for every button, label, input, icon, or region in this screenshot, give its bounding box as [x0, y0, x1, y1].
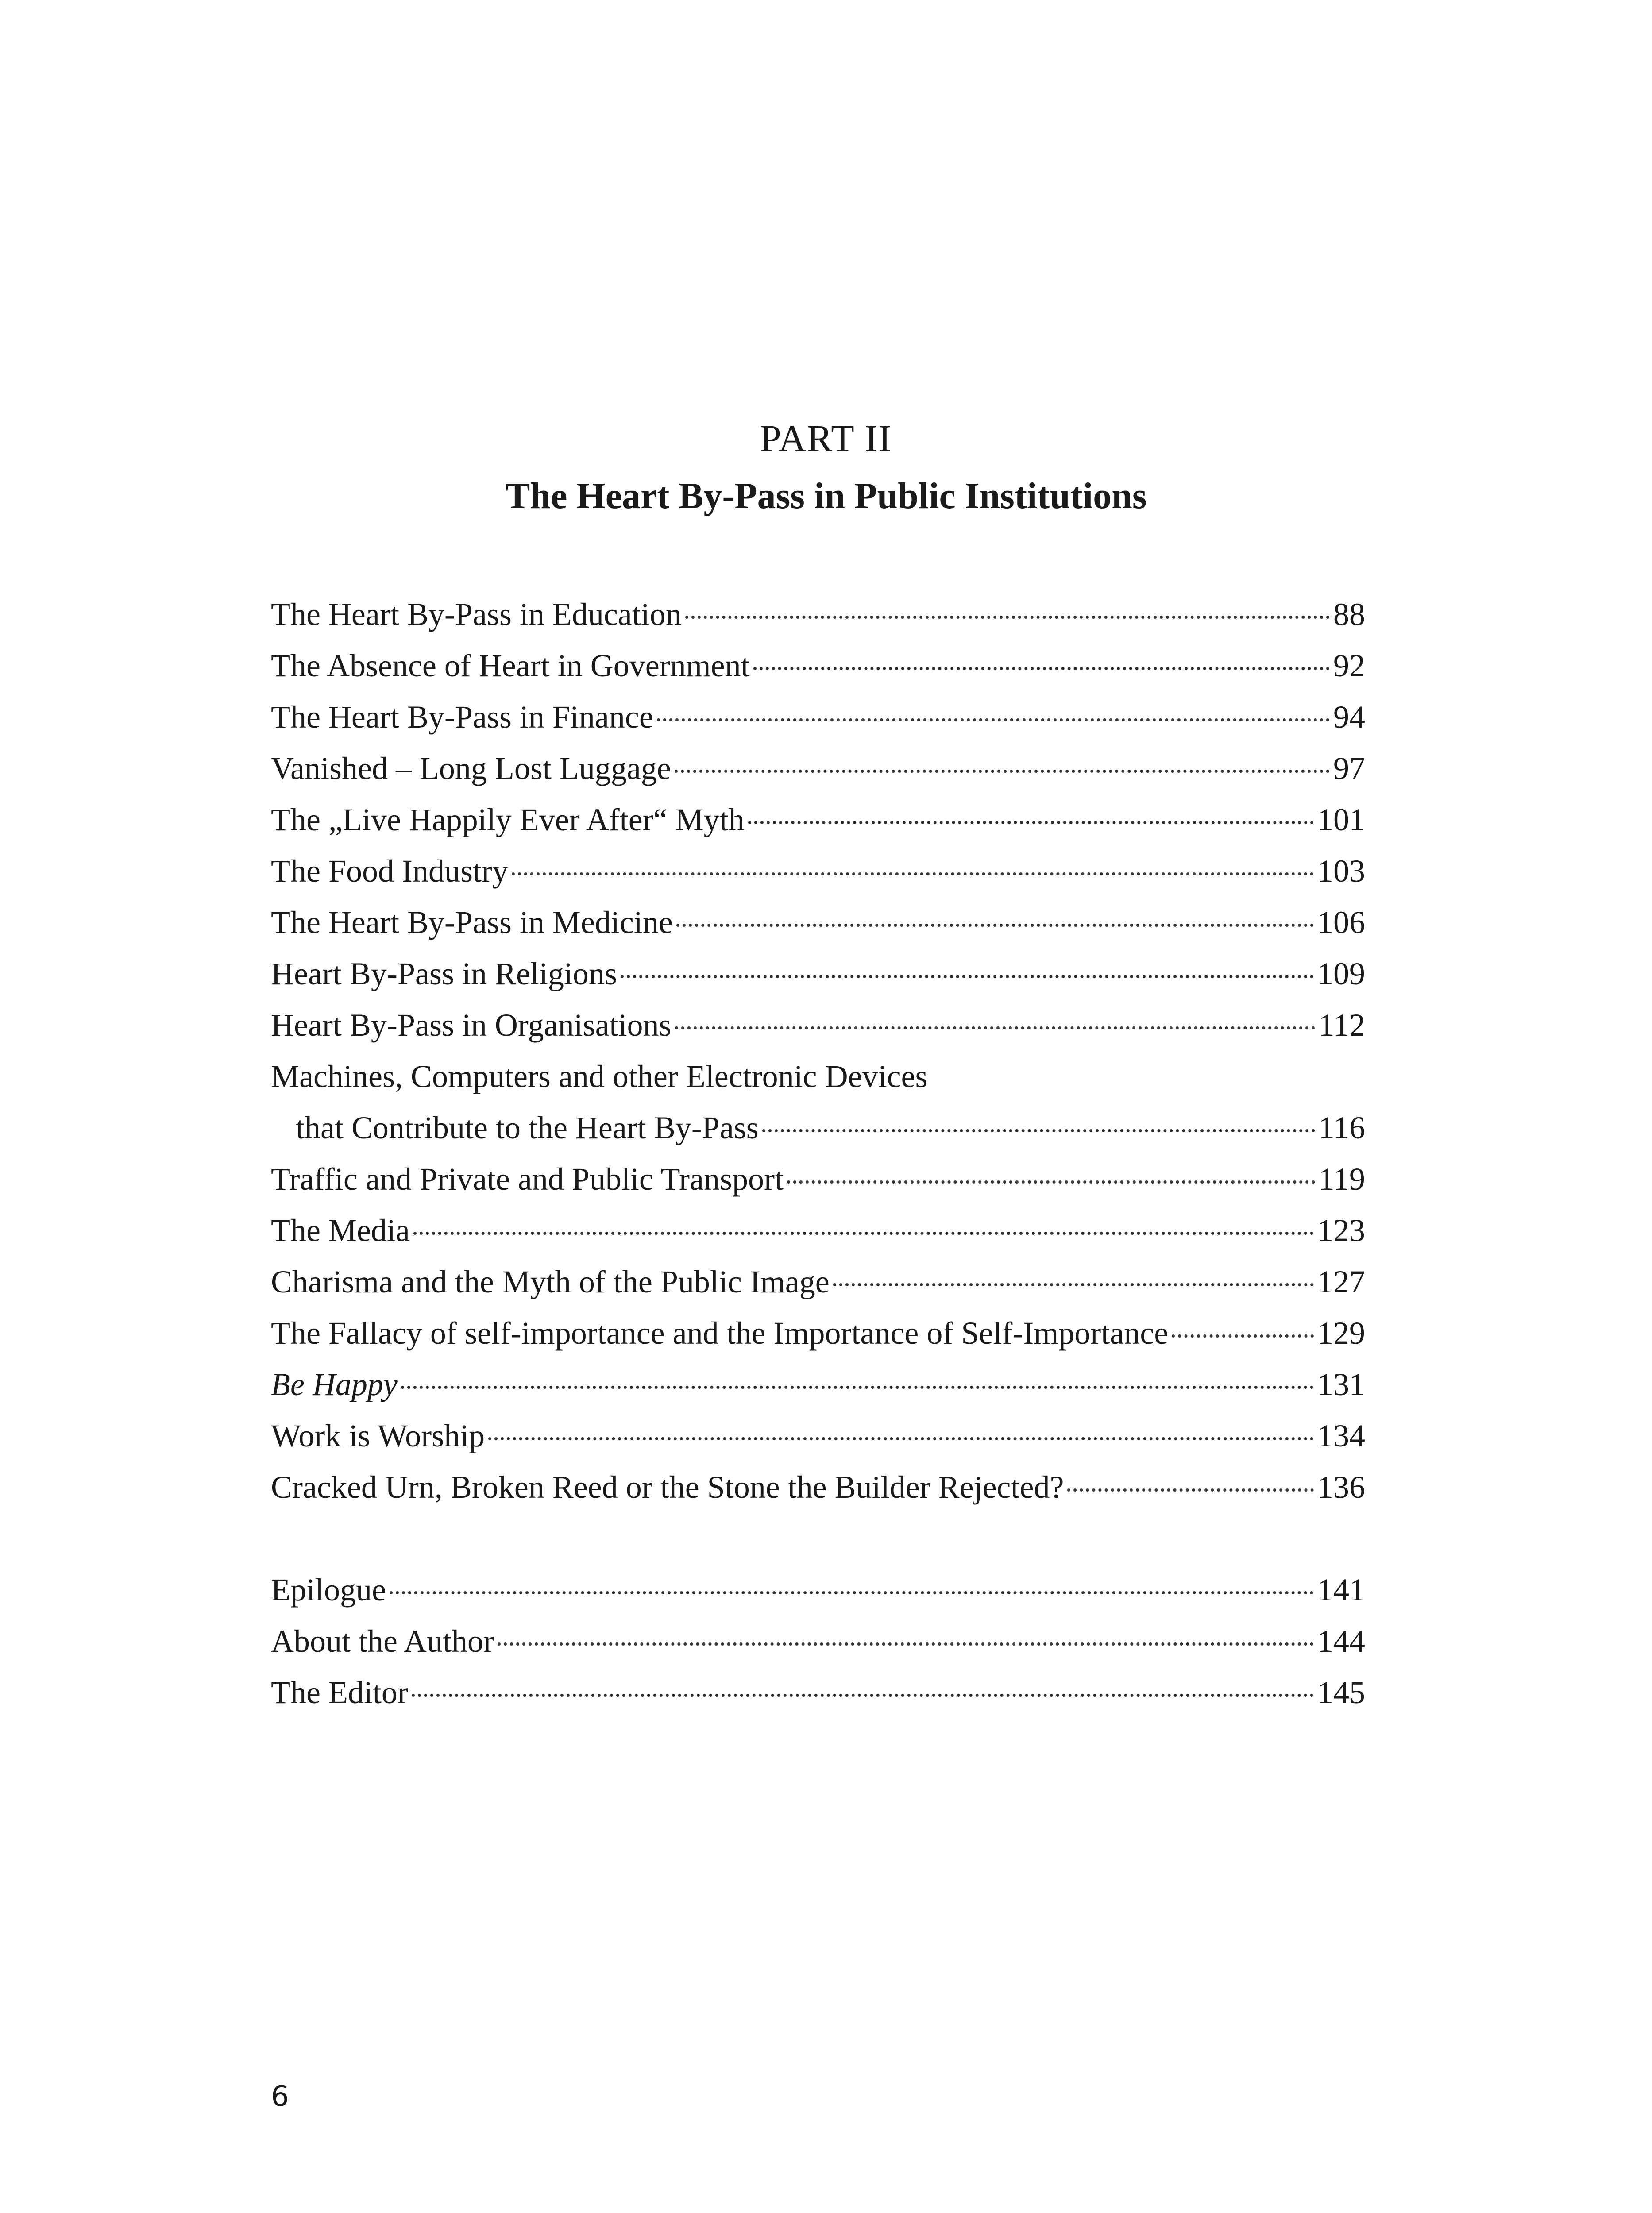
toc-entry[interactable] — [271, 999, 1365, 1051]
toc-entry-title: The Heart By-Pass in Education — [271, 597, 682, 632]
toc-entry-page: 127 — [1317, 1264, 1365, 1299]
toc-entry-page: 144 — [1317, 1623, 1365, 1659]
dot-leader — [748, 821, 1314, 824]
toc-entry-title: Machines, Computers and other Electronic Devices — [271, 1059, 928, 1094]
toc-entry-title: Epilogue — [271, 1572, 386, 1608]
toc-entry[interactable] — [271, 589, 1365, 640]
toc-entry-title: The Food Industry — [271, 853, 508, 889]
dot-leader — [762, 1129, 1315, 1132]
dot-leader — [685, 616, 1330, 619]
toc-entry[interactable] — [271, 1615, 1365, 1667]
toc-entry[interactable] — [271, 1410, 1365, 1461]
toc-entry[interactable] — [271, 1307, 1365, 1359]
dot-leader — [675, 1026, 1315, 1029]
toc-entry[interactable] — [271, 1461, 1365, 1513]
toc-entry-title: The Heart By-Pass in Finance — [271, 699, 653, 735]
toc-entry-title-continuation: that Contribute to the Heart By-Pass — [296, 1110, 759, 1145]
toc-entry[interactable] — [271, 1205, 1365, 1256]
toc-entry-first-line[interactable] — [271, 1051, 1365, 1102]
dot-leader — [488, 1437, 1314, 1440]
toc-entry-title: Be Happy — [271, 1367, 398, 1402]
toc-entry[interactable] — [271, 948, 1365, 999]
toc-entry-page: 129 — [1317, 1315, 1365, 1351]
toc-entry-title: Vanished – Long Lost Luggage — [271, 751, 671, 786]
toc-entry-page: 103 — [1317, 853, 1365, 889]
toc-entry-page: 112 — [1318, 1007, 1365, 1043]
toc-entry[interactable] — [271, 794, 1365, 845]
toc-entry-title: Heart By-Pass in Organisations — [271, 1007, 672, 1043]
toc-entry-page: 106 — [1317, 905, 1365, 940]
toc-entry[interactable] — [271, 1667, 1365, 1718]
toc-entry[interactable] — [271, 1564, 1365, 1615]
toc-entry-page: 97 — [1333, 751, 1365, 786]
dot-leader — [498, 1642, 1314, 1646]
toc-entry-title: Cracked Urn, Broken Reed or the Stone the Builder Rejected? — [271, 1469, 1064, 1505]
dot-leader — [1067, 1488, 1314, 1492]
dot-leader — [621, 975, 1314, 978]
dot-leader — [512, 872, 1314, 875]
toc-spacer — [271, 1513, 1365, 1564]
toc-entry-page: 101 — [1317, 802, 1365, 837]
toc-entry-page: 141 — [1317, 1572, 1365, 1608]
toc-entry-page: 119 — [1318, 1161, 1365, 1197]
toc-entry-page: 88 — [1333, 597, 1365, 632]
dot-leader — [413, 1232, 1314, 1235]
toc-entry[interactable] — [271, 1359, 1365, 1410]
toc-entry-page: 145 — [1317, 1675, 1365, 1710]
dot-leader — [753, 667, 1330, 670]
toc-entry-title: The Fallacy of self-importance and the Importance of Self-Importance — [271, 1315, 1169, 1351]
toc-entry-page: 123 — [1317, 1213, 1365, 1248]
dot-leader — [675, 770, 1330, 773]
toc-entry-title: About the Author — [271, 1623, 494, 1659]
toc-entry-title: The Heart By-Pass in Medicine — [271, 905, 673, 940]
page-number: 6 — [271, 2080, 289, 2113]
part-label: PART II — [760, 417, 892, 459]
toc-entry[interactable] — [271, 845, 1365, 897]
toc-entry-title: The Media — [271, 1213, 410, 1248]
toc-entry-continuation[interactable] — [271, 1102, 1365, 1153]
toc-entry-title: Charisma and the Myth of the Public Image — [271, 1264, 830, 1299]
part-title: The Heart By-Pass in Public Institutions — [505, 475, 1147, 517]
toc-entry[interactable] — [271, 1256, 1365, 1307]
toc-entry-title: Heart By-Pass in Religions — [271, 956, 617, 991]
toc-entry-page: 109 — [1317, 956, 1365, 991]
toc-entry[interactable] — [271, 691, 1365, 743]
dot-leader — [833, 1283, 1314, 1286]
toc-entry[interactable] — [271, 1153, 1365, 1205]
toc-entry-page: 92 — [1333, 648, 1365, 683]
toc-entry-page: 136 — [1317, 1469, 1365, 1505]
toc-entry[interactable] — [271, 743, 1365, 794]
table-of-contents — [271, 589, 1365, 1718]
toc-entry[interactable] — [271, 640, 1365, 691]
toc-entry-title: The Absence of Heart in Government — [271, 648, 750, 683]
toc-entry-page: 116 — [1318, 1110, 1365, 1145]
dot-leader — [390, 1591, 1314, 1594]
dot-leader — [787, 1180, 1315, 1184]
dot-leader — [657, 718, 1330, 721]
toc-entry-title: The „Live Happily Ever After“ Myth — [271, 802, 745, 837]
dot-leader — [412, 1694, 1314, 1697]
dot-leader — [676, 924, 1314, 927]
dot-leader — [401, 1386, 1314, 1389]
toc-entry-title: Traffic and Private and Public Transport — [271, 1161, 784, 1197]
toc-entry-title: The Editor — [271, 1675, 408, 1710]
toc-entry-page: 131 — [1317, 1367, 1365, 1402]
dot-leader — [1172, 1334, 1314, 1338]
toc-entry-page: 94 — [1333, 699, 1365, 735]
toc-entry-page: 134 — [1317, 1418, 1365, 1453]
toc-entry[interactable] — [271, 897, 1365, 948]
toc-entry-title: Work is Worship — [271, 1418, 485, 1453]
